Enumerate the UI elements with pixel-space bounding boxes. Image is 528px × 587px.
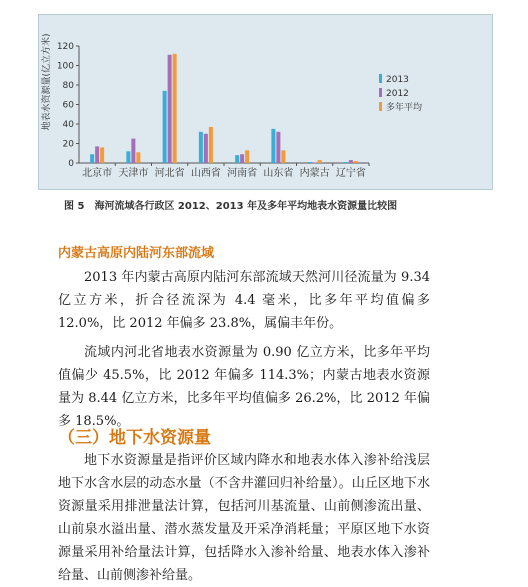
- bar-chart: [39, 15, 492, 189]
- legend-swatch: [379, 102, 382, 111]
- y-tick-label: 20: [62, 139, 74, 150]
- x-tick-label: 河北省: [154, 168, 185, 179]
- bar-2012-河北省: [168, 55, 172, 163]
- bar-2012-河南省: [240, 154, 244, 163]
- bar-2012-山东省: [276, 132, 280, 163]
- y-tick-label: 0: [68, 159, 74, 169]
- bar-2013-天津市: [126, 151, 130, 163]
- y-tick-label: 60: [62, 100, 74, 111]
- y-tick-label: 120: [56, 42, 74, 52]
- x-tick-label: 北京市: [82, 168, 113, 179]
- legend-swatch: [379, 88, 382, 97]
- bar-2013-山西省: [199, 132, 203, 163]
- x-tick-label: 天津市: [118, 168, 149, 179]
- bar-2013-河北省: [163, 91, 167, 163]
- paragraph: 地下水资源量是指评价区域内降水和地表水体入渗补给浅层地下水含水层的动态水量（不含井灌回归补给量）。山丘区地下水资源量采用排泄量法计算，包括河川基流量、山前侧渗流出量、山前泉水溢出量、潜水蒸发量及开采净消耗量；平原区地下水资源量采用补给量法计算，包括降水入渗补给量、地表水体入渗补给量、山前侧渗补给量。: [58, 453, 430, 583]
- bar-2012-北京市: [95, 146, 99, 163]
- subsection-heading: （三）地下水资源量: [58, 428, 211, 448]
- bar-多年平均-天津市: [136, 152, 140, 163]
- chart-panel: [38, 14, 493, 190]
- y-tick-label: 80: [62, 81, 74, 91]
- legend-swatch: [379, 74, 382, 83]
- bar-多年平均-河北省: [173, 54, 177, 163]
- bar-多年平均-山东省: [281, 150, 285, 163]
- axes: [76, 46, 369, 166]
- bar-多年平均-北京市: [100, 147, 104, 163]
- legend-label: 2013: [386, 75, 409, 85]
- bar-2013-北京市: [90, 154, 94, 163]
- paragraph: 2013 年内蒙古高原内陆河东部流域天然河川径流量为 9.34 亿立方米，折合径流深为 4.4 毫米，比多年平均值偏多 12.0%，比 2012 年偏多 23.8%，属偏丰年份。: [58, 270, 430, 331]
- x-tick-labels: [82, 166, 366, 179]
- legend-label: 2012: [386, 89, 409, 99]
- bar-2013-内蒙古: [308, 162, 312, 163]
- x-tick-label: 内蒙古: [299, 168, 330, 179]
- x-tick-label: 山东省: [263, 168, 294, 179]
- x-tick-label: 河南省: [227, 168, 258, 179]
- bar-2013-山东省: [271, 129, 275, 163]
- x-tick-label: 山西省: [190, 168, 221, 179]
- section-heading: 内蒙古高原内陆河东部流域: [58, 246, 215, 261]
- y-axis-label: 地表水资源量(亿立方米): [42, 33, 52, 131]
- bar-多年平均-内蒙古: [318, 160, 322, 163]
- bar-2013-辽宁省: [344, 162, 348, 163]
- bar-2012-辽宁省: [349, 160, 353, 163]
- y-tick-labels: [57, 42, 74, 169]
- bars: [90, 54, 358, 163]
- bar-2012-内蒙古: [313, 163, 317, 164]
- figure-caption: 图 5 海河流域各行政区 2012、2013 年及多年平均地表水资源量比较图: [64, 201, 398, 212]
- bar-多年平均-辽宁省: [354, 161, 358, 163]
- bar-多年平均-河南省: [245, 150, 249, 163]
- bar-2012-山西省: [204, 134, 208, 163]
- bar-2013-河南省: [235, 155, 239, 163]
- bar-2012-天津市: [131, 139, 135, 163]
- y-tick-label: 40: [62, 120, 74, 130]
- bar-多年平均-山西省: [209, 127, 213, 163]
- legend: [379, 74, 422, 113]
- paragraph: 流域内河北省地表水资源量为 0.90 亿立方米，比多年平均值偏少 45.5%，比 2012 年偏多 114.3%；内蒙古地表水资源量为 8.44 亿立方米，比多年平均值偏多 26.2%，比 2012 年偏多 18.5%。: [58, 345, 430, 429]
- legend-label: 多年平均: [386, 103, 423, 113]
- y-tick-label: 100: [56, 61, 74, 72]
- x-tick-label: 辽宁省: [335, 168, 366, 179]
